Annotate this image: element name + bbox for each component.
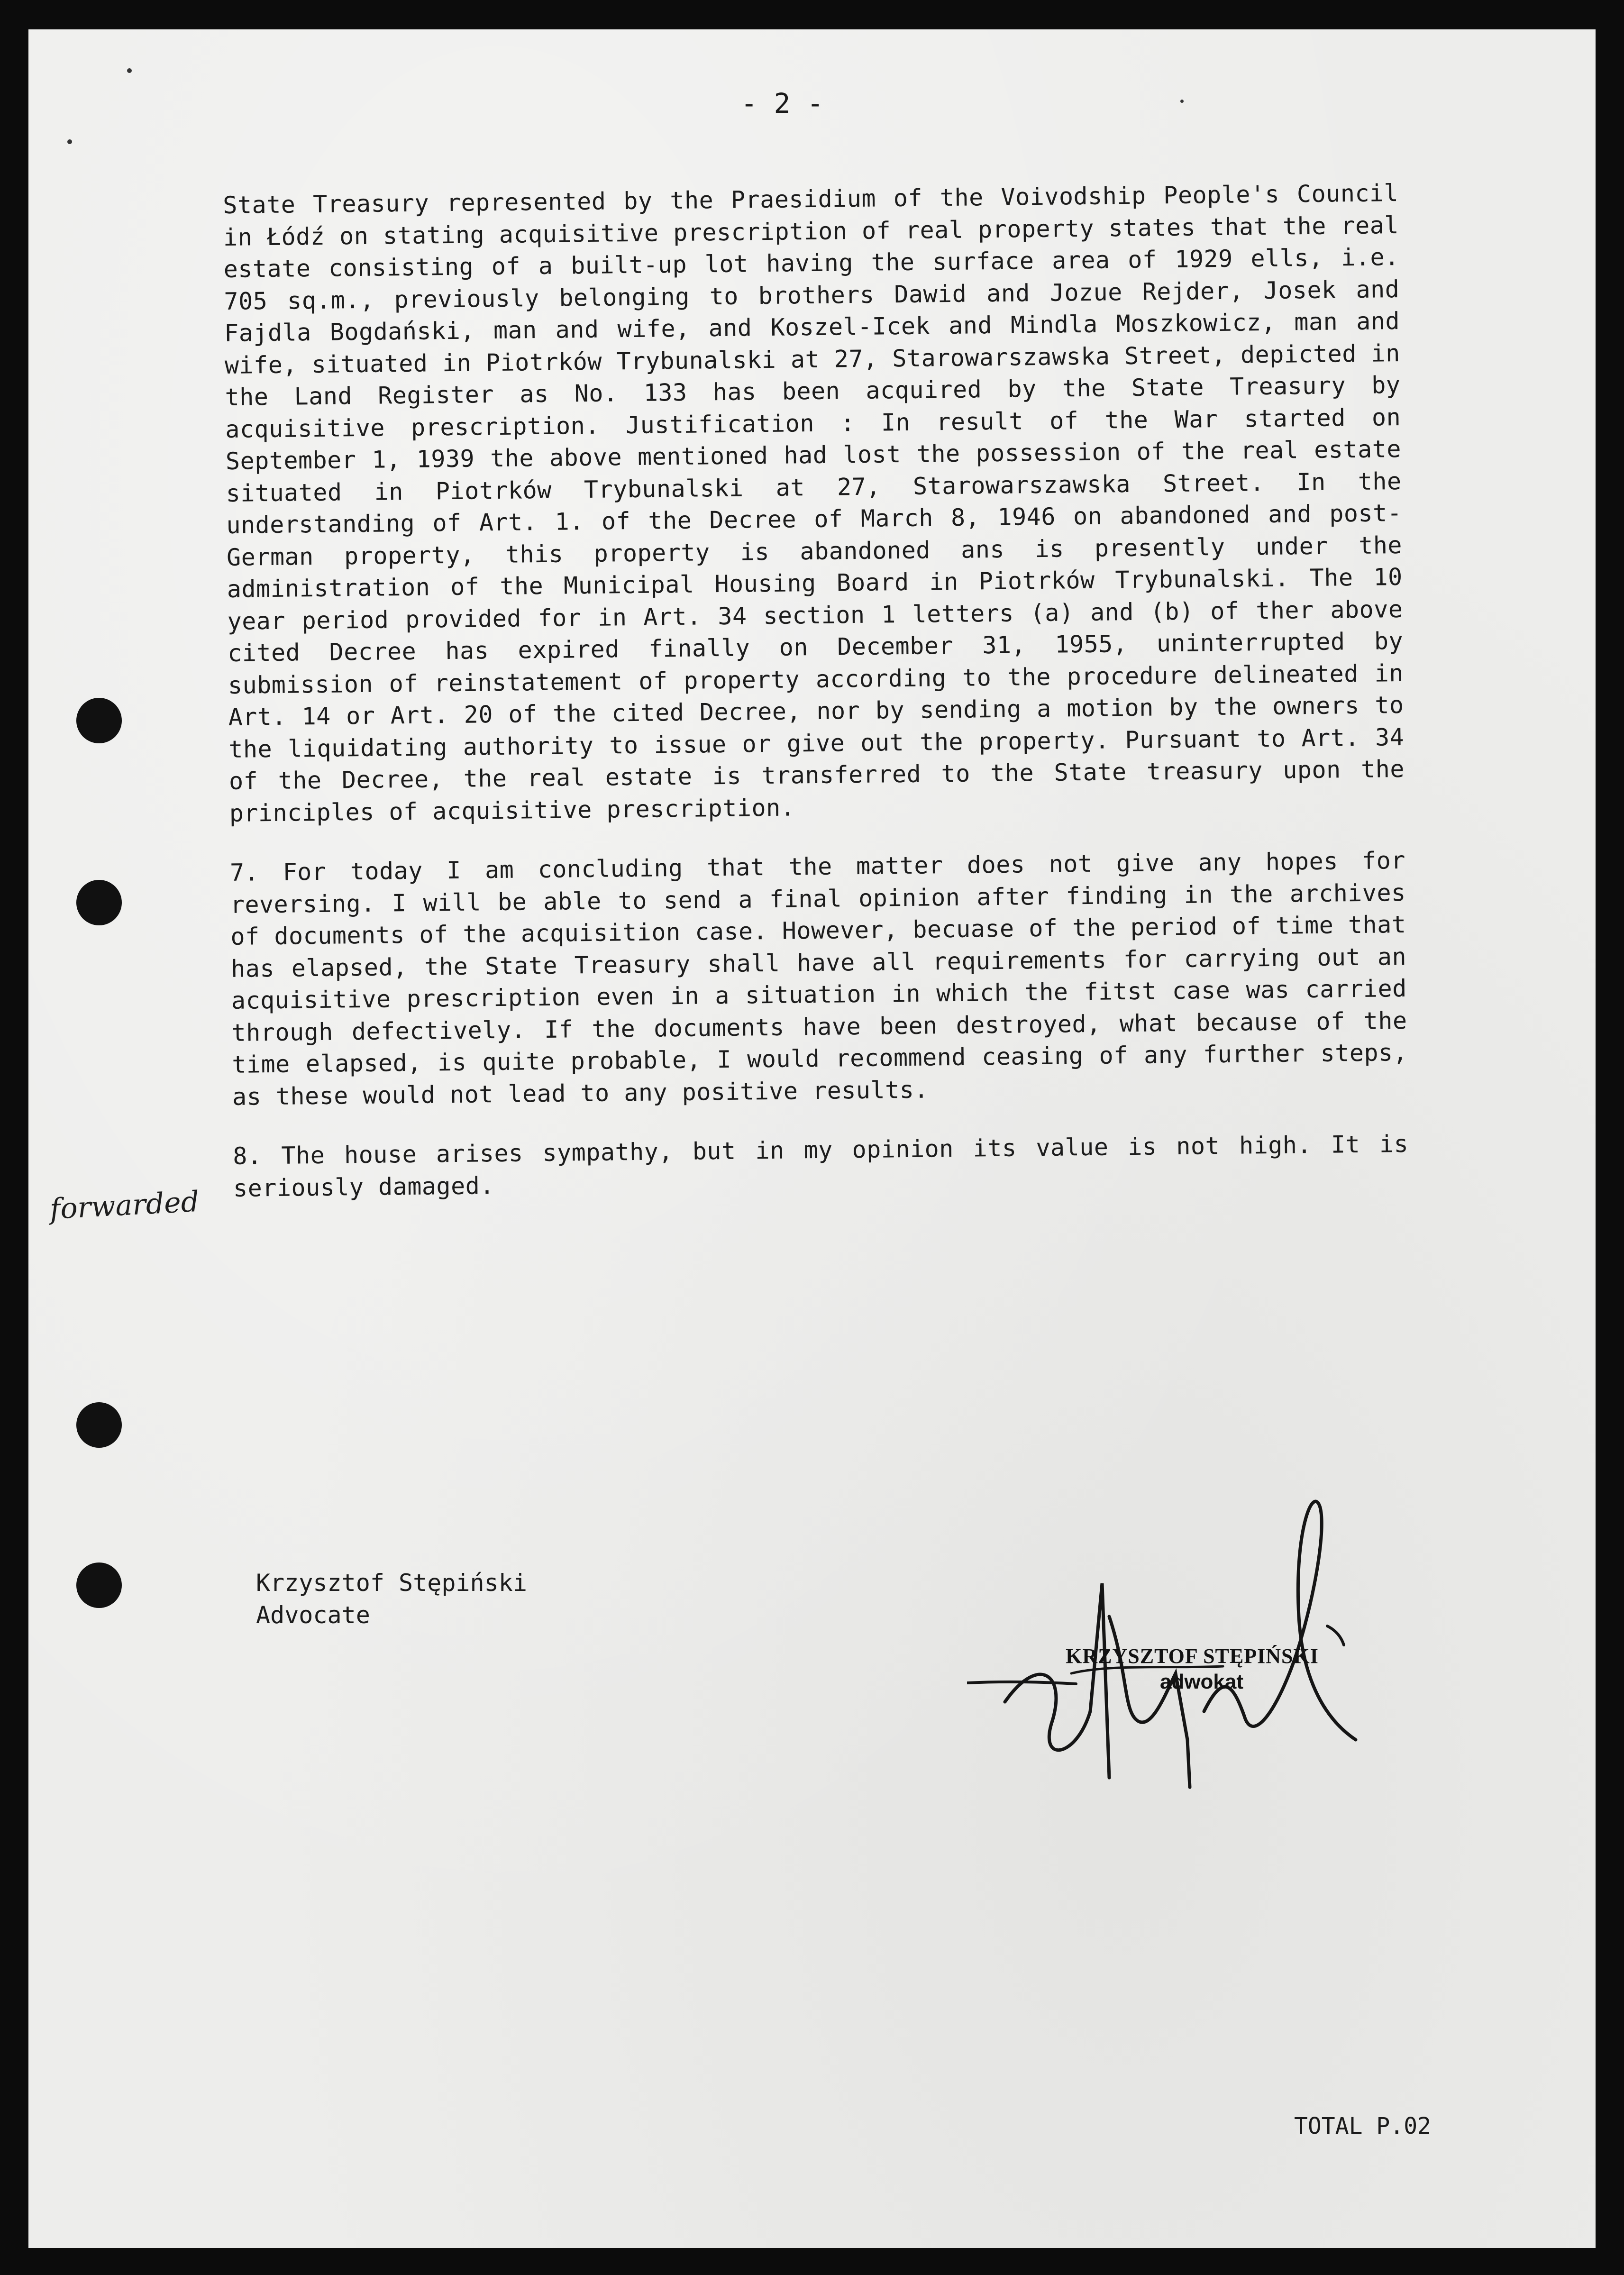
punch-hole (76, 1402, 122, 1448)
advocate-stamp (1050, 1644, 1334, 1694)
handwritten-margin-note: forwarded (49, 1185, 200, 1226)
signer-block (256, 1567, 527, 1631)
punch-hole (76, 1562, 122, 1608)
paragraph-8: 8. The house arises sympathy, but in my opinion its value is not high. It is seriously damaged. (233, 1130, 1409, 1202)
signer-title: Advocate (256, 1601, 370, 1629)
stamp-name: KRZYSZTOF STĘPIŃSKI (1066, 1645, 1319, 1668)
stamp-title: adwokat (1159, 1670, 1244, 1693)
letter-body (223, 177, 1409, 1205)
dust-speck (127, 68, 132, 73)
signer-name: Krzysztof Stępiński (256, 1569, 527, 1597)
page-number: - 2 - (740, 87, 824, 119)
paragraph-prescription: State Treasury represented by the Praesidium of the Voivodship People's Council in Łódź on stating acquisitive prescription of real property states that the real estate consisting of a built-up lot having the surface area of 1929 ells, i.e. 705 sq.m., previously belonging to brothers Dawid and Jozue Rejder, Josek and Fajdla Bogdański, man and wife, and Koszel-Icek and Mindla Moszkowicz, man and wife, situated in Piotrków Trybunalski at 27, Starowarszawska Street, depicted in the Land Register as No. 133 has been acquired by the State Treasury by acquisitive prescription. Justification : In result of the War started on September 1, 1939 the above mentioned had lost the possession of the real estate situated in Piotrków Trybunalski at 27, Starowarszawska Street. In the understanding of Art. 1. of the Decree of March 8, 1946 on abandoned and post-German property, this property is abandoned ans is presently under the administration of the Municipal Housing Board in Piotrków Trybunalski. The 10 year period provided for in Art. 34 section 1 letters (a) and (b) of ther above cited Decree has expired finally on December 31, 1955, uninterrupted by submission of reinstatement of property according to the procedure delineated in Art. 14 or Art. 20 of the cited Decree, nor by sending a motion by the owners to the liquidating authority to issue or give out the property. Pursuant to Art. 34 of the Decree, the real estate is transferred to the State treasury upon the principles of acquisitive prescription. (223, 179, 1405, 827)
punch-hole (76, 880, 122, 925)
punch-hole (76, 698, 122, 743)
paragraph-7: 7. For today I am concluding that the matter does not give any hopes for reversing. I will be able to send a final opinion after finding in the archives of documents of the acquisition case. However, becuase of the period of time that has elapsed, the State Treasury shall have all requirements for carrying out an acquisitive prescription even in a situation in which the fitst case was carried through defectively. If the documents have been destroyed, what because of the time elapsed, is quite probable, I would recommend ceasing of any further steps, as these would not lead to any positive results. (229, 846, 1408, 1111)
handwritten-signature (967, 1474, 1375, 1806)
dust-speck (1180, 100, 1184, 103)
fax-total-pages: TOTAL P.02 (1294, 2113, 1431, 2139)
dust-speck (67, 139, 72, 144)
